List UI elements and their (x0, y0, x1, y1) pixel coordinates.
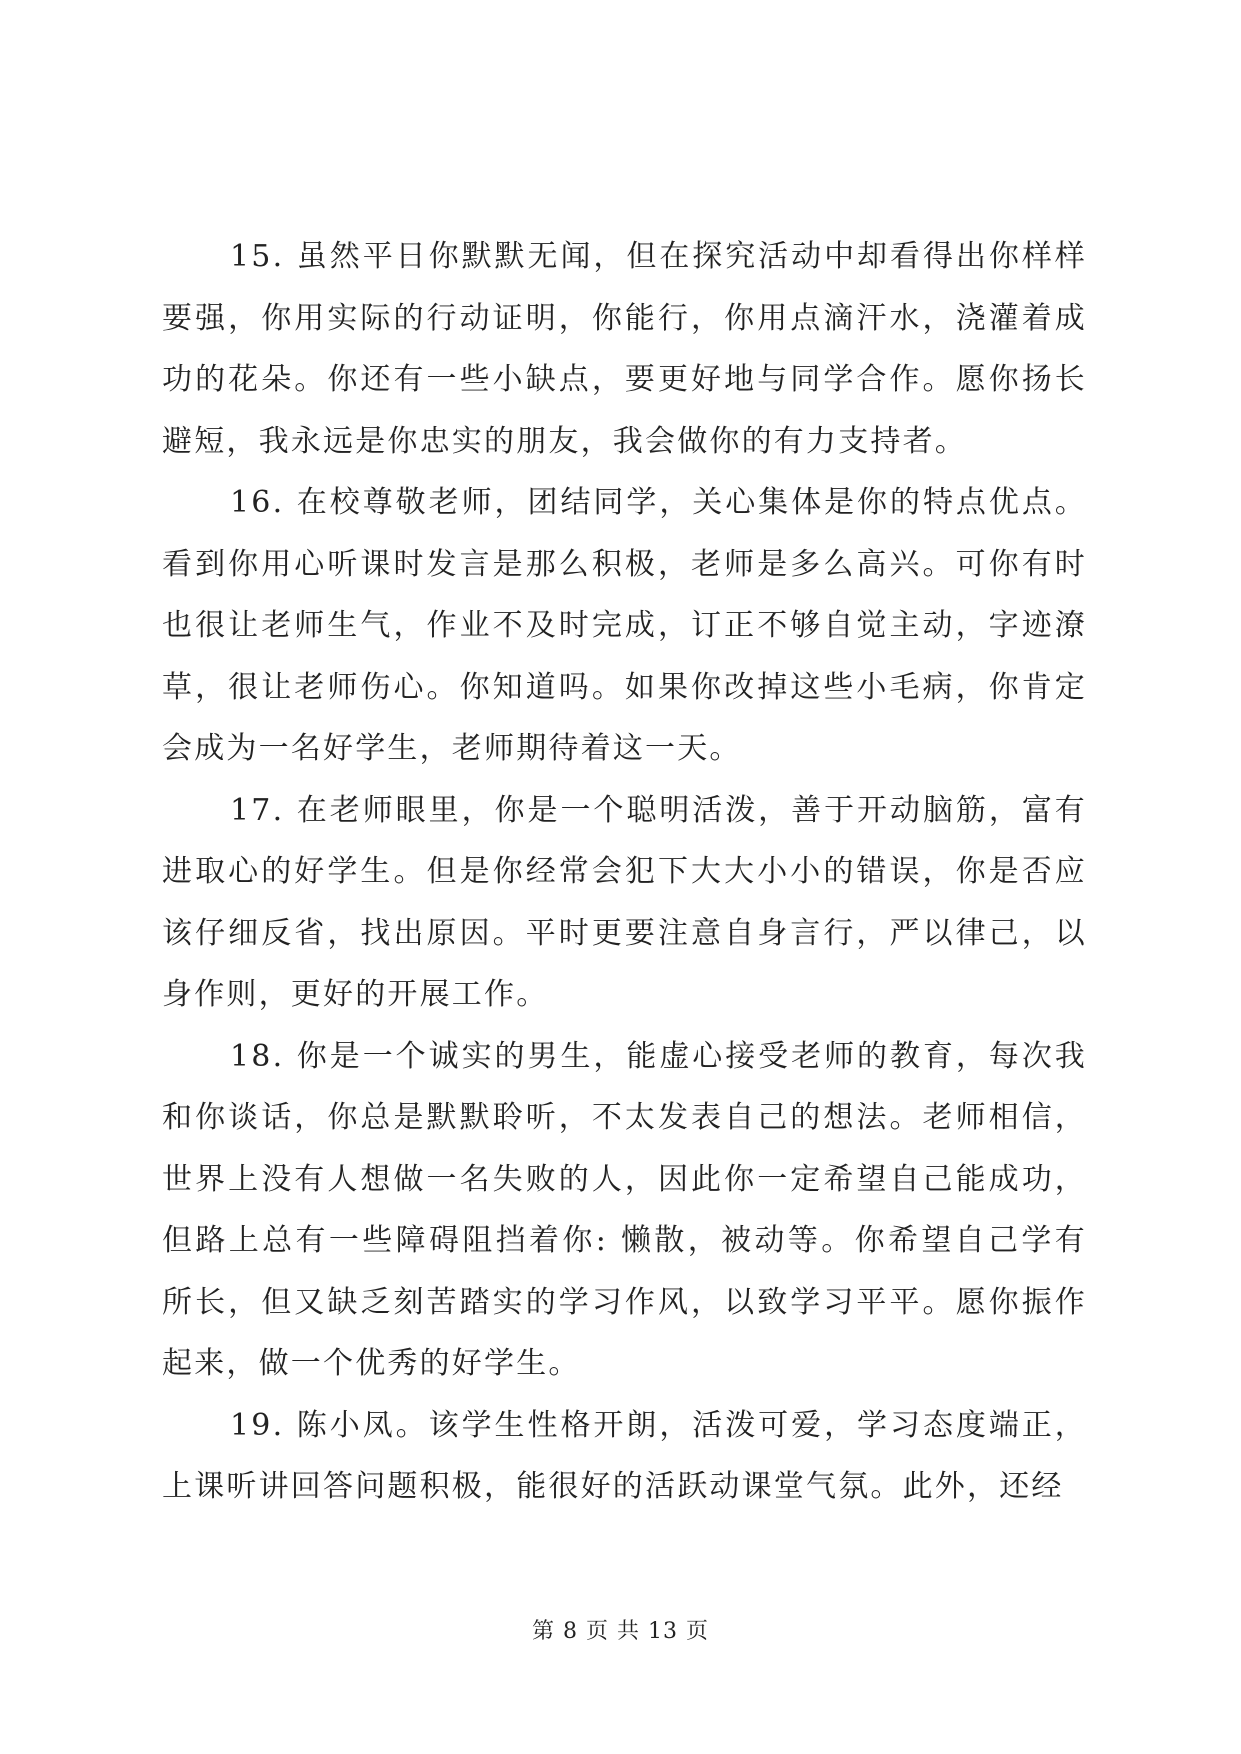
paragraph-16: 16. 在校尊敬老师，团结同学，关心集体是你的特点优点。看到你用心听课时发言是那么积极，老师是多么高兴。可你有时也很让老师生气，作业不及时完成，订正不够自觉主动，字迹潦草，很让老师伤心。你知道吗。如果你改掉这些小毛病，你肯定会成为一名好学生，老师期待着这一天。 (162, 485, 1087, 766)
paragraph-18: 18. 你是一个诚实的男生，能虚心接受老师的教育，每次我和你谈话，你总是默默聆听，不太发表自己的想法。老师相信，世界上没有人想做一名失败的人，因此你一定希望自己能成功，但路上总有一些障碍阻挡着你: 懒散，被动等。你希望自己学有所长，但又缺乏刻苦踏实的学习作风，以致学习平平。愿你振作起来，做一个优秀的好学生。 (162, 1038, 1087, 1381)
paragraph-15: 15. 虽然平日你默默无闻，但在探究活动中却看得出你样样要强，你用实际的行动证明，你能行，你用点滴汗水，浇灌着成功的花朵。你还有一些小缺点，要更好地与同学合作。愿你扬长避短，我永远是你忠实的朋友，我会做你的有力支持者。 (162, 239, 1087, 459)
page-body (162, 226, 1087, 1518)
paragraph-17: 17. 在老师眼里，你是一个聪明活泼，善于开动脑筋，富有进取心的好学生。但是你经常会犯下大大小小的错误，你是否应该仔细反省，找出原因。平时更要注意自身言行，严以律己，以身作则，更好的开展工作。 (162, 792, 1087, 1012)
page-footer: 第 8 页 共 13 页 (532, 1619, 709, 1644)
paragraph-19: 19. 陈小凤。该学生性格开朗，活泼可爱，学习态度端正，上课听讲回答问题积极，能很好的活跃动课堂气氛。此外，还经 (162, 1407, 1087, 1504)
